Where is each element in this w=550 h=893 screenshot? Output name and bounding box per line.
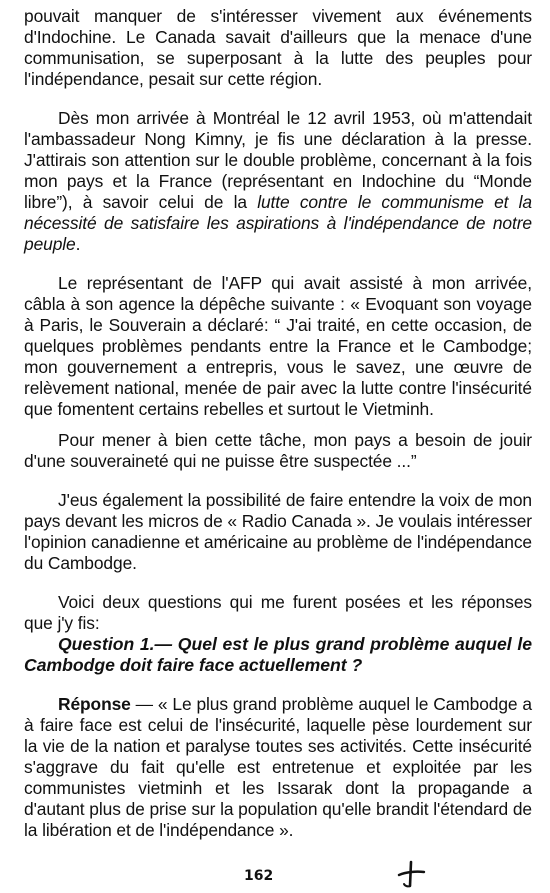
paragraph-arrival-text: Dès mon arrivée à Montréal le 12 avril 1953, où m'attendait l'ambassadeur Nong Kimny, je fis une déclaration à la presse. J'attirais son attention sur le double problème, concernant à la fois mon pays et la France (représentant en Indochine du “Monde libre”), à savoir celui de la [24, 108, 532, 212]
page-footer [0, 866, 550, 890]
answer-label: Réponse [58, 694, 131, 714]
paragraph-sovereignty: Pour mener à bien cette tâche, mon pays a besoin de jouir d'une souveraineté qui ne puisse être suspectée ...” [24, 430, 532, 471]
document-page [24, 6, 532, 841]
paragraph-arrival-montreal [24, 108, 532, 255]
paragraph-radio-canada: J'eus également la possibilité de faire entendre la voix de mon pays devant les micros de « Radio Canada ». Je voulais intéresser l'opinion canadienne et américaine au problème de l'indépendance du Cambodge. [24, 490, 532, 573]
page-number: 162 [244, 868, 274, 884]
paragraph-questions-intro: Voici deux questions qui me furent posées et les réponses que j'y fis: [24, 592, 532, 633]
paragraph-arrival-italic: lutte contre le communisme et la nécessité de satisfaire les aspirations à l'indépendance de notre peuple [24, 192, 532, 254]
handwritten-mark-icon [396, 860, 426, 888]
paragraph-afp-dispatch: Le représentant de l'AFP qui avait assisté à mon arrivée, câbla à son agence la dépêche suivante : « Evoquant son voyage à Paris, le Souverain a déclaré: “ J'ai traité, en cette occasion, de quelques problèmes pendants entre la France et le Cambodge; mon gouvernement a entrepris, vous le savez, une œuvre de relèvement national, menée de pair avec la lutte contre l'insécurité que fomentent certains rebelles et surtout le Vietminh. [24, 273, 532, 419]
question-1: Question 1.— Quel est le plus grand problème auquel le Cambodge doit faire face actuellement ? [24, 634, 532, 675]
paragraph-intro: pouvait manquer de s'intéresser vivement aux événements d'Indochine. Le Canada savait d'ailleurs que la menace d'une communisation, se superposant à la lutte des peuples pour l'indépendance, pesait sur cette région. [24, 6, 532, 89]
answer-1 [24, 694, 532, 841]
paragraph-arrival-end: . [75, 234, 81, 254]
answer-text: — « Le plus grand problème auquel le Cambodge a à faire face est celui de l'insécurité, laquelle pèse lourdement sur la vie de la nation et paralyse toutes ses activités. Cette insécurité s'aggrave du fait qu'elle est entretenue et exploitée par les communistes vietminh et les Issarak dont la propagande a d'autant plus de prise sur la population qu'elle brandit l'étendard de la libération et de l'indépendance ». [24, 694, 532, 840]
